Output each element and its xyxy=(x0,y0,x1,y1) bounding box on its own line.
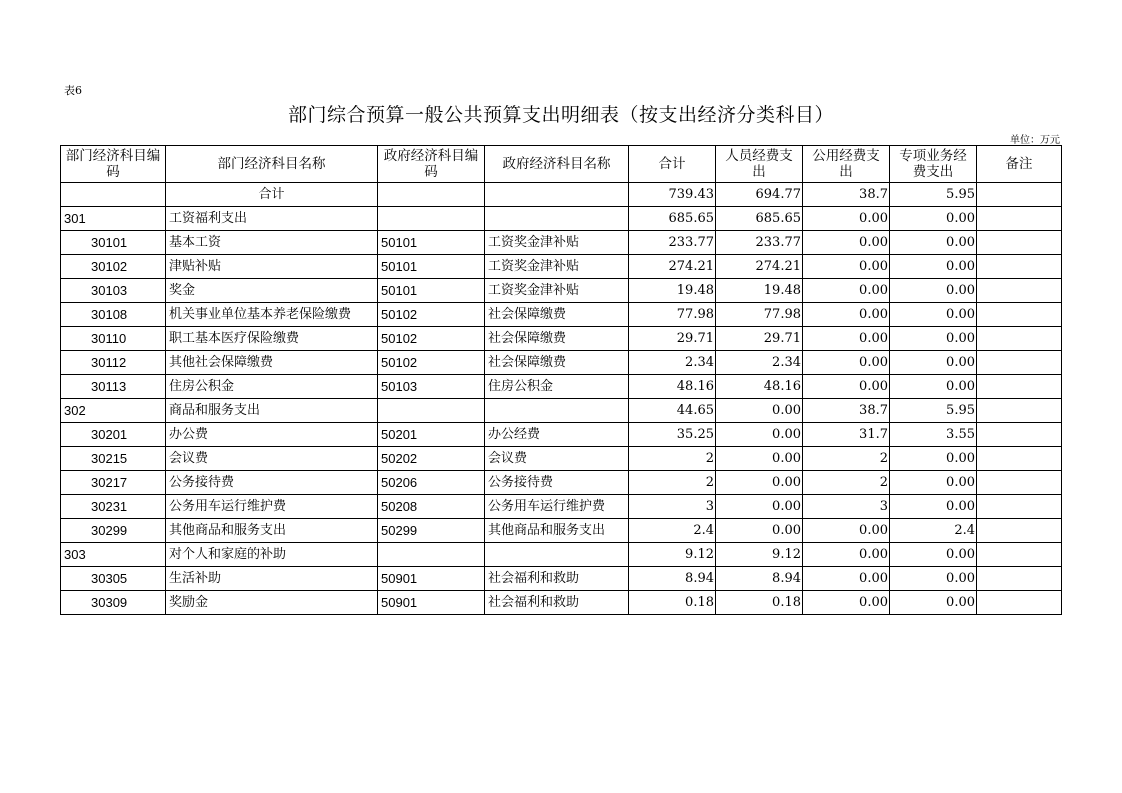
table-row xyxy=(61,591,1062,615)
cell-dept-code: 30231 xyxy=(61,495,166,519)
cell-personnel: 685.65 xyxy=(716,207,803,231)
cell-dept-name: 机关事业单位基本养老保险缴费 xyxy=(166,303,378,327)
header-remarks: 备注 xyxy=(977,146,1062,183)
cell-public: 0.00 xyxy=(803,207,890,231)
cell-special: 0.00 xyxy=(890,543,977,567)
cell-special: 0.00 xyxy=(890,231,977,255)
cell-public: 2 xyxy=(803,471,890,495)
cell-personnel: 9.12 xyxy=(716,543,803,567)
table-row xyxy=(61,567,1062,591)
cell-dept-name: 对个人和家庭的补助 xyxy=(166,543,378,567)
cell-remarks xyxy=(977,591,1062,615)
table-row xyxy=(61,303,1062,327)
total-row-label: 合计 xyxy=(166,183,378,207)
total-row-total: 739.43 xyxy=(629,183,716,207)
cell-gov-code: 50103 xyxy=(378,375,485,399)
cell-public: 0.00 xyxy=(803,255,890,279)
header-total: 合计 xyxy=(629,146,716,183)
cell-gov-name: 社会保障缴费 xyxy=(485,303,629,327)
cell-remarks xyxy=(977,207,1062,231)
cell-gov-code xyxy=(378,207,485,231)
table-row xyxy=(61,543,1062,567)
table-row xyxy=(61,327,1062,351)
cell-special: 0.00 xyxy=(890,495,977,519)
cell-special: 0.00 xyxy=(890,255,977,279)
header-dept-code: 部门经济科目编码 xyxy=(61,146,166,183)
cell-personnel: 0.00 xyxy=(716,519,803,543)
cell-remarks xyxy=(977,495,1062,519)
cell-gov-name: 办公经费 xyxy=(485,423,629,447)
cell-gov-code: 50102 xyxy=(378,351,485,375)
cell-personnel: 8.94 xyxy=(716,567,803,591)
cell-public: 0.00 xyxy=(803,519,890,543)
cell-dept-code: 30101 xyxy=(61,231,166,255)
cell-gov-name: 公务用车运行维护费 xyxy=(485,495,629,519)
cell-gov-name: 社会福利和救助 xyxy=(485,567,629,591)
cell-personnel: 233.77 xyxy=(716,231,803,255)
cell-gov-code xyxy=(378,399,485,423)
cell-remarks xyxy=(977,375,1062,399)
cell-total: 233.77 xyxy=(629,231,716,255)
cell-gov-name: 会议费 xyxy=(485,447,629,471)
cell-gov-name: 公务接待费 xyxy=(485,471,629,495)
cell-gov-name: 社会保障缴费 xyxy=(485,327,629,351)
cell-dept-code: 30215 xyxy=(61,447,166,471)
cell-total: 274.21 xyxy=(629,255,716,279)
cell-personnel: 0.00 xyxy=(716,423,803,447)
cell-gov-name: 住房公积金 xyxy=(485,375,629,399)
header-gov-code: 政府经济科目编码 xyxy=(378,146,485,183)
cell-personnel: 0.00 xyxy=(716,471,803,495)
table-row xyxy=(61,351,1062,375)
cell-remarks xyxy=(977,423,1062,447)
cell-total: 2 xyxy=(629,447,716,471)
cell-special: 0.00 xyxy=(890,567,977,591)
header-special: 专项业务经费支出 xyxy=(890,146,977,183)
cell-gov-code: 50201 xyxy=(378,423,485,447)
cell-dept-code: 30103 xyxy=(61,279,166,303)
cell-gov-code xyxy=(378,543,485,567)
table-row xyxy=(61,255,1062,279)
cell-dept-code: 30108 xyxy=(61,303,166,327)
cell-public: 0.00 xyxy=(803,327,890,351)
cell-dept-name: 公务接待费 xyxy=(166,471,378,495)
cell-dept-name: 奖励金 xyxy=(166,591,378,615)
cell-remarks xyxy=(977,327,1062,351)
cell-gov-name: 其他商品和服务支出 xyxy=(485,519,629,543)
cell-dept-code: 30112 xyxy=(61,351,166,375)
cell-dept-code: 30110 xyxy=(61,327,166,351)
cell-gov-name xyxy=(485,399,629,423)
cell-special: 0.00 xyxy=(890,591,977,615)
cell-gov-name: 社会保障缴费 xyxy=(485,351,629,375)
total-row-personnel: 694.77 xyxy=(716,183,803,207)
cell-dept-code: 301 xyxy=(61,207,166,231)
cell-special: 0.00 xyxy=(890,327,977,351)
cell-dept-name: 办公费 xyxy=(166,423,378,447)
cell-total: 44.65 xyxy=(629,399,716,423)
cell-dept-name: 工资福利支出 xyxy=(166,207,378,231)
cell-gov-name xyxy=(485,543,629,567)
cell-public: 31.7 xyxy=(803,423,890,447)
cell-dept-name: 其他社会保障缴费 xyxy=(166,351,378,375)
header-personnel: 人员经费支出 xyxy=(716,146,803,183)
header-dept-name: 部门经济科目名称 xyxy=(166,146,378,183)
cell-personnel: 48.16 xyxy=(716,375,803,399)
cell-total: 2.4 xyxy=(629,519,716,543)
cell-remarks xyxy=(977,567,1062,591)
cell-total: 19.48 xyxy=(629,279,716,303)
cell-dept-code: 30217 xyxy=(61,471,166,495)
cell-gov-name: 工资奖金津补贴 xyxy=(485,231,629,255)
cell-personnel: 19.48 xyxy=(716,279,803,303)
cell-dept-code: 30299 xyxy=(61,519,166,543)
cell-personnel: 29.71 xyxy=(716,327,803,351)
header-row xyxy=(61,146,1062,183)
cell-gov-code: 50102 xyxy=(378,327,485,351)
cell-public: 0.00 xyxy=(803,375,890,399)
cell-total: 29.71 xyxy=(629,327,716,351)
cell-dept-code: 30305 xyxy=(61,567,166,591)
cell-public: 0.00 xyxy=(803,591,890,615)
cell-personnel: 274.21 xyxy=(716,255,803,279)
total-row-code xyxy=(61,183,166,207)
cell-public: 3 xyxy=(803,495,890,519)
table-row xyxy=(61,519,1062,543)
cell-public: 0.00 xyxy=(803,231,890,255)
cell-special: 0.00 xyxy=(890,303,977,327)
table-row xyxy=(61,375,1062,399)
cell-total: 48.16 xyxy=(629,375,716,399)
table-row xyxy=(61,279,1062,303)
header-public: 公用经费支出 xyxy=(803,146,890,183)
cell-personnel: 0.18 xyxy=(716,591,803,615)
cell-personnel: 0.00 xyxy=(716,447,803,471)
cell-public: 0.00 xyxy=(803,279,890,303)
cell-special: 0.00 xyxy=(890,351,977,375)
cell-dept-code: 303 xyxy=(61,543,166,567)
cell-public: 0.00 xyxy=(803,351,890,375)
cell-total: 685.65 xyxy=(629,207,716,231)
page-title: 部门综合预算一般公共预算支出明细表（按支出经济分类科目） xyxy=(287,104,834,126)
cell-special: 5.95 xyxy=(890,399,977,423)
cell-gov-code: 50901 xyxy=(378,591,485,615)
cell-gov-code: 50102 xyxy=(378,303,485,327)
cell-dept-code: 30102 xyxy=(61,255,166,279)
table-row xyxy=(61,399,1062,423)
cell-dept-name: 奖金 xyxy=(166,279,378,303)
cell-gov-code: 50208 xyxy=(378,495,485,519)
total-row-gov-name xyxy=(485,183,629,207)
total-row-gov-code xyxy=(378,183,485,207)
cell-gov-name: 社会福利和救助 xyxy=(485,591,629,615)
cell-public: 0.00 xyxy=(803,567,890,591)
cell-dept-name: 商品和服务支出 xyxy=(166,399,378,423)
table-row xyxy=(61,207,1062,231)
cell-total: 2.34 xyxy=(629,351,716,375)
total-row-special: 5.95 xyxy=(890,183,977,207)
cell-dept-name: 津贴补贴 xyxy=(166,255,378,279)
cell-special: 3.55 xyxy=(890,423,977,447)
cell-special: 0.00 xyxy=(890,207,977,231)
cell-special: 2.4 xyxy=(890,519,977,543)
cell-personnel: 2.34 xyxy=(716,351,803,375)
cell-gov-name: 工资奖金津补贴 xyxy=(485,255,629,279)
cell-total: 3 xyxy=(629,495,716,519)
cell-personnel: 0.00 xyxy=(716,399,803,423)
cell-remarks xyxy=(977,255,1062,279)
cell-remarks xyxy=(977,351,1062,375)
cell-dept-code: 302 xyxy=(61,399,166,423)
cell-public: 0.00 xyxy=(803,303,890,327)
cell-total: 2 xyxy=(629,471,716,495)
table-row xyxy=(61,423,1062,447)
total-row xyxy=(61,183,1062,207)
cell-remarks xyxy=(977,543,1062,567)
cell-total: 35.25 xyxy=(629,423,716,447)
cell-remarks xyxy=(977,447,1062,471)
table-row xyxy=(61,447,1062,471)
cell-dept-name: 生活补助 xyxy=(166,567,378,591)
cell-special: 0.00 xyxy=(890,279,977,303)
header-gov-name: 政府经济科目名称 xyxy=(485,146,629,183)
table-row xyxy=(61,471,1062,495)
cell-remarks xyxy=(977,279,1062,303)
cell-special: 0.00 xyxy=(890,375,977,399)
cell-dept-name: 会议费 xyxy=(166,447,378,471)
table-row xyxy=(61,495,1062,519)
cell-total: 9.12 xyxy=(629,543,716,567)
total-row-public: 38.7 xyxy=(803,183,890,207)
cell-special: 0.00 xyxy=(890,471,977,495)
cell-gov-name xyxy=(485,207,629,231)
cell-gov-code: 50101 xyxy=(378,231,485,255)
cell-gov-name: 工资奖金津补贴 xyxy=(485,279,629,303)
cell-special: 0.00 xyxy=(890,447,977,471)
cell-remarks xyxy=(977,519,1062,543)
cell-public: 0.00 xyxy=(803,543,890,567)
budget-table xyxy=(60,145,1062,615)
cell-dept-code: 30113 xyxy=(61,375,166,399)
cell-dept-name: 职工基本医疗保险缴费 xyxy=(166,327,378,351)
cell-dept-code: 30201 xyxy=(61,423,166,447)
cell-dept-name: 其他商品和服务支出 xyxy=(166,519,378,543)
cell-gov-code: 50202 xyxy=(378,447,485,471)
cell-total: 77.98 xyxy=(629,303,716,327)
cell-public: 38.7 xyxy=(803,399,890,423)
total-row-remarks xyxy=(977,183,1062,207)
cell-public: 2 xyxy=(803,447,890,471)
cell-remarks xyxy=(977,231,1062,255)
cell-total: 8.94 xyxy=(629,567,716,591)
cell-personnel: 0.00 xyxy=(716,495,803,519)
cell-gov-code: 50901 xyxy=(378,567,485,591)
table-row xyxy=(61,231,1062,255)
cell-personnel: 77.98 xyxy=(716,303,803,327)
unit-label: 单位：万元 xyxy=(1010,135,1060,146)
table-label: 表6 xyxy=(64,84,82,97)
cell-gov-code: 50101 xyxy=(378,279,485,303)
cell-total: 0.18 xyxy=(629,591,716,615)
cell-remarks xyxy=(977,399,1062,423)
cell-dept-code: 30309 xyxy=(61,591,166,615)
cell-dept-name: 基本工资 xyxy=(166,231,378,255)
cell-remarks xyxy=(977,303,1062,327)
cell-gov-code: 50206 xyxy=(378,471,485,495)
cell-gov-code: 50101 xyxy=(378,255,485,279)
cell-dept-name: 公务用车运行维护费 xyxy=(166,495,378,519)
cell-gov-code: 50299 xyxy=(378,519,485,543)
cell-remarks xyxy=(977,471,1062,495)
cell-dept-name: 住房公积金 xyxy=(166,375,378,399)
